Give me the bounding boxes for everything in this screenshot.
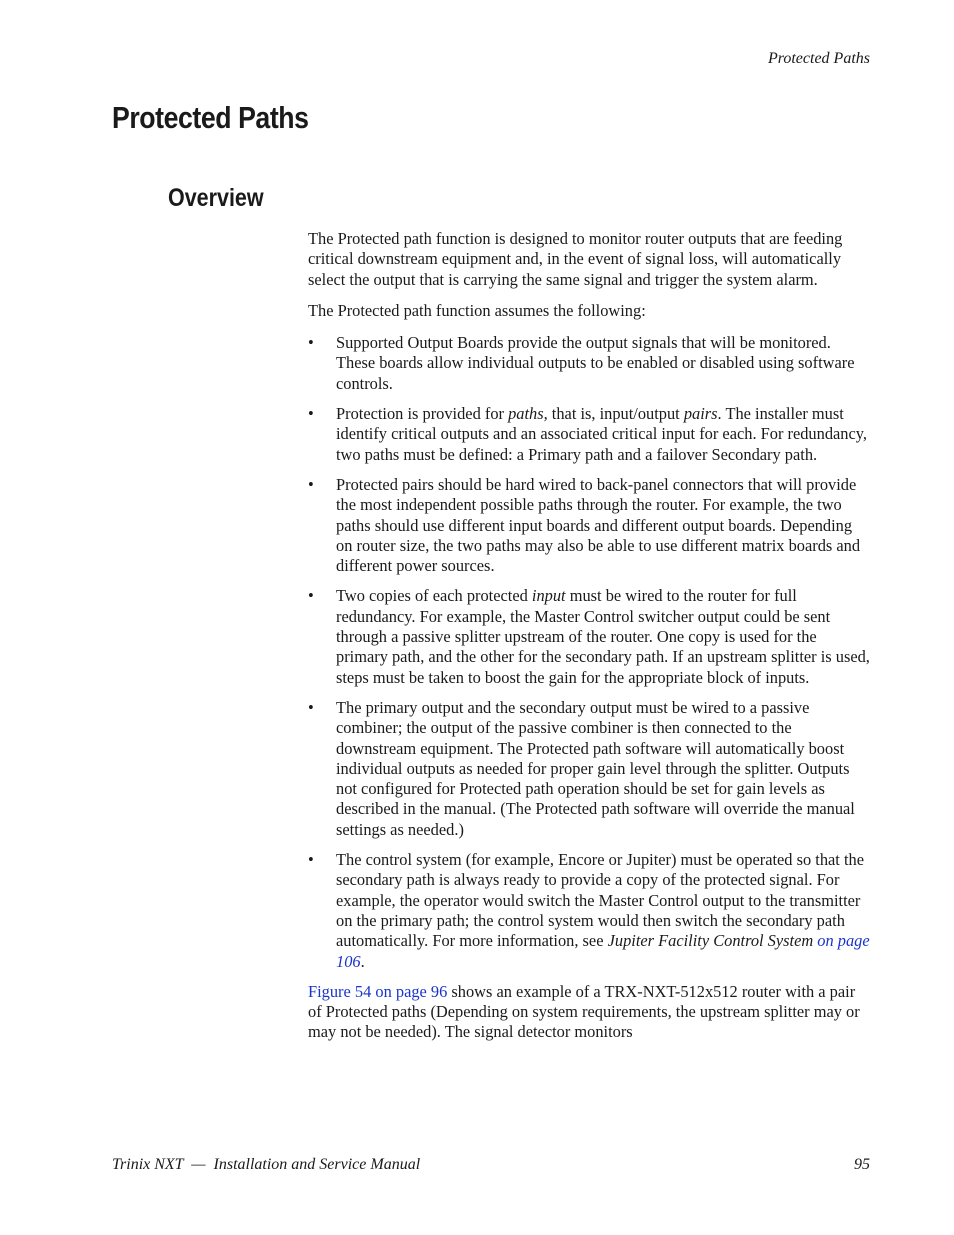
bullet-icon: • xyxy=(308,697,314,717)
list-item xyxy=(308,698,870,840)
emphasis-input: input xyxy=(531,586,566,606)
list-item xyxy=(308,850,870,972)
cross-reference-title: Jupiter Facility Control System xyxy=(607,931,814,951)
bullet-icon: • xyxy=(308,333,314,353)
section-title: Overview xyxy=(168,184,264,212)
assumes-paragraph: The Protected path function assumes the following: xyxy=(308,301,646,321)
list-item-text: Protection is provided for xyxy=(336,404,509,424)
running-header: Protected Paths xyxy=(767,50,870,67)
page-reference-link[interactable]: on page 106 xyxy=(336,931,870,971)
running-footer xyxy=(112,1156,870,1174)
figure-reference-link[interactable]: Figure 54 on page 96 xyxy=(308,981,448,1001)
emphasis-paths: paths, xyxy=(508,404,548,424)
emphasis-pairs: pairs xyxy=(683,404,718,424)
list-item-text: Protected pairs should be hard wired to back-panel connectors that will provide the most independent possible paths through the router. For example, the two paths should use different input boards and different output boards. Depending on router size, the two paths may also be able to use different matrix boards and different power sources. xyxy=(336,474,861,576)
bullet-icon: • xyxy=(308,850,314,870)
list-item xyxy=(308,404,870,465)
list-item-text: Two copies of each protected xyxy=(336,586,532,606)
final-paragraph xyxy=(308,982,870,1043)
list-item-text: . The installer must identify critical outputs and an associated critical input for each. For redundancy, two paths must be defined: a Primary path and a failover Secondary path. xyxy=(336,404,867,464)
list-item xyxy=(308,475,870,576)
list-item-text: must be wired to the router for full redundancy. For example, the Master Control switcher output could be sent through a passive splitter upstream of the router. One copy is used for the primary path, and the other for the secondary path. If an upstream splitter is used, steps must be taken to boost the gain for the appropriate block of inputs. xyxy=(336,586,870,687)
assumptions-list xyxy=(308,333,870,972)
list-item-text: The primary output and the secondary output must be wired to a passive combiner; the output of the passive combiner is then connected to the downstream equipment. The Protected path software will automatically boost individual outputs as needed for proper gain level through the splitter. Outputs not configured for Protected path operation should be set for gain levels as described in the manual. (The Protected path software will override the manual settings as needed.) xyxy=(336,697,855,839)
bullet-icon: • xyxy=(308,404,314,424)
bullet-icon: • xyxy=(308,586,314,606)
list-item-text: The control system (for example, Encore or Jupiter) must be operated so that the secondary path is always ready to provide a copy of the protected signal. For example, the operator would switch the Master Control output to the transmitter on the primary path; the control system would then switch the secondary path automatically. For more information, see xyxy=(336,850,864,951)
chapter-title: Protected Paths xyxy=(112,100,309,135)
body-text xyxy=(308,229,870,1054)
paragraph-text: shows an example of a TRX-NXT-512x512 router with a pair of Protected paths (Depending on system requirements, the upstream splitter may or may not be needed). The signal detector monitors xyxy=(308,981,860,1042)
list-item-text: Supported Output Boards provide the output signals that will be monitored. These boards allow individual outputs to be enabled or disabled using software controls. xyxy=(336,333,855,393)
bullet-icon: • xyxy=(308,474,314,494)
list-item xyxy=(308,586,870,687)
footer-manual-title: Trinix NXT — Installation and Service Manual xyxy=(112,1156,421,1173)
list-item-text: that is, input/output xyxy=(547,404,684,424)
page-number: 95 xyxy=(854,1156,870,1173)
intro-paragraph: The Protected path function is designed to monitor router outputs that are feeding critical downstream equipment and, in the event of signal loss, will automatically select the output that is carrying the same signal and trigger the system alarm. xyxy=(308,229,843,289)
list-item xyxy=(308,333,870,394)
list-item-text: . xyxy=(360,951,365,971)
